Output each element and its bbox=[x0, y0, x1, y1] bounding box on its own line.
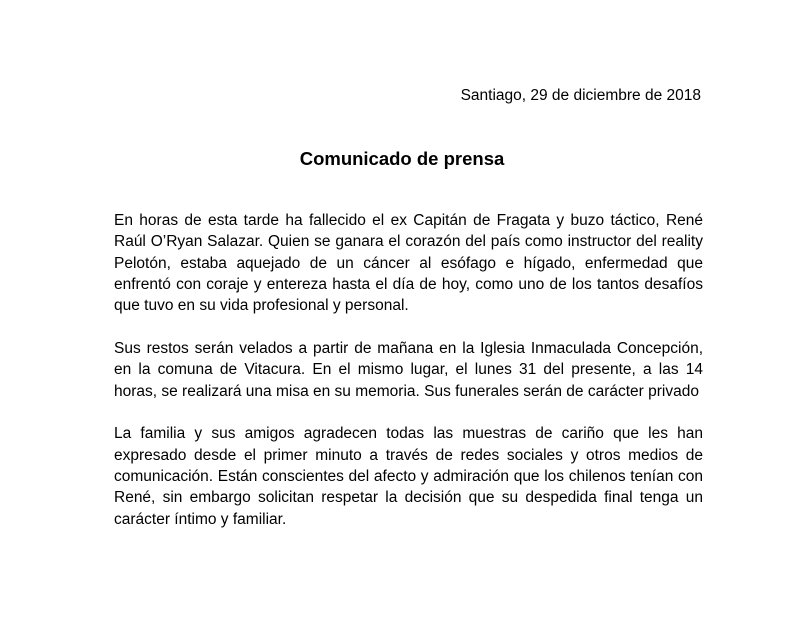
paragraph-1: En horas de esta tarde ha fallecido el ex Capitán de Fragata y buzo táctico, René Raúl O’Ryan Salazar. Quien se ganara el corazón del país como instructor del reality Pelotón, estaba aquejado de un cáncer al esófago e hígado, enfermedad que enfrentó con coraje y entereza hasta el día de hoy, como uno de los tantos desafíos que tuvo en su vida profesional y personal. bbox=[114, 212, 703, 315]
dateline: Santiago, 29 de diciembre de 2018 bbox=[460, 87, 701, 104]
paragraph-2: Sus restos serán velados a partir de mañana en la Iglesia Inmaculada Concepción, en la comuna de Vitacura. En el mismo lugar, el lunes 31 del presente, a las 14 horas, se realizará una misa en su memoria. Sus funerales serán de carácter privado bbox=[114, 339, 703, 400]
page-title: Comunicado de prensa bbox=[299, 148, 505, 169]
paragraph-3: La familia y sus amigos agradecen todas las muestras de cariño que les han expresado desde el primer minuto a través de redes sociales y otros medios de comunicación. Están conscientes del afecto y admiración que los chilenos tenían con René, sin embargo solicitan respetar la decisión que su despedida final tenga un carácter íntimo y familiar. bbox=[114, 425, 703, 528]
body-text bbox=[114, 210, 703, 530]
